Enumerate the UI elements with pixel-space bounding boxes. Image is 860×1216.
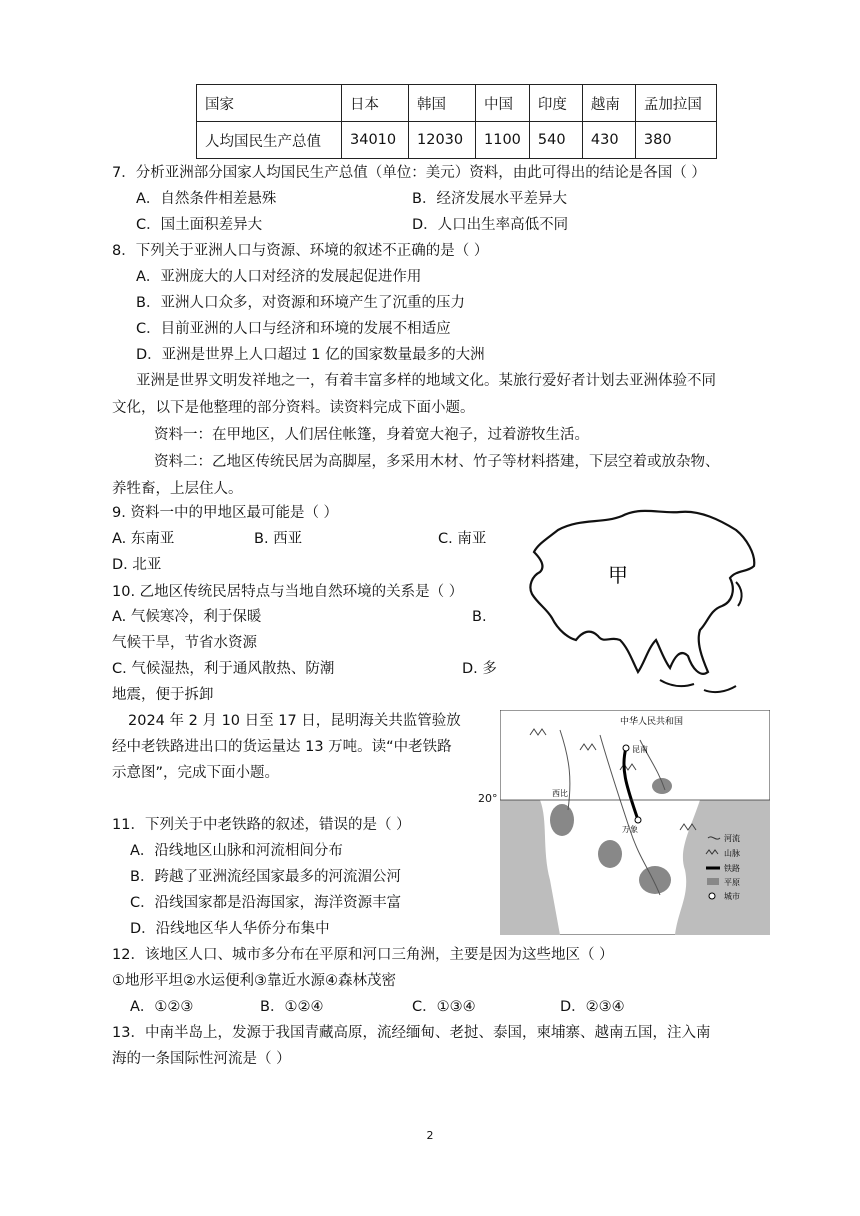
latitude-label: 20°	[478, 792, 498, 805]
table-cell: 380	[635, 122, 716, 159]
table-cell: 人均国民生产总值	[197, 122, 342, 159]
plain-area	[652, 778, 672, 794]
option-text: D. 多	[462, 661, 497, 677]
passage-text: 文化，以下是他整理的部分资料。读资料完成下面小题。	[112, 400, 475, 416]
option-text: D．人口出生率高低不同	[412, 217, 569, 233]
question-7: 7．分析亚洲部分国家人均国民生产总值（单位：美元）资料，由此可得出的结论是各国（ ）	[112, 165, 706, 181]
passage-text: 2024 年 2 月 10 日至 17 日，昆明海关共监管验放	[128, 713, 461, 729]
option-text: C. 气候湿热，利于通风散热、防潮	[112, 661, 335, 677]
legend-plain-icon	[707, 878, 719, 885]
option-text: A．亚洲庞大的人口对经济的发展起促进作用	[136, 269, 422, 285]
option-text: B．①②④	[260, 999, 324, 1015]
table-cell: 越南	[582, 85, 635, 122]
table-cell: 孟加拉国	[635, 85, 716, 122]
option-text: D. 北亚	[112, 557, 162, 573]
option-text: C．国土面积差异大	[136, 217, 263, 233]
page-number: 2	[426, 1129, 434, 1142]
table-cell: 印度	[529, 85, 582, 122]
option-text: B. 西亚	[254, 531, 303, 547]
place-label: 西比	[552, 789, 568, 798]
option-text: B．亚洲人口众多，对资源和环境产生了沉重的压力	[136, 295, 465, 311]
passage-text: 养牲畜，上层住人。	[112, 481, 243, 497]
table-cell: 430	[582, 122, 635, 159]
option-text: D．亚洲是世界上人口超过 1 亿的国家数量最多的大洲	[136, 347, 485, 363]
question-12: 12．该地区人口、城市多分布在平原和河口三角洲，主要是因为这些地区（ ）	[112, 947, 614, 963]
question-10: 10. 乙地区传统民居特点与当地自然环境的关系是（ ）	[112, 584, 464, 600]
legend-city-icon	[709, 893, 715, 899]
china-laos-railway-map	[500, 710, 770, 935]
option-text: A．沿线地区山脉和河流相间分布	[130, 843, 343, 859]
city-marker	[635, 817, 641, 823]
legend-label: 城市	[724, 892, 740, 901]
table-cell: 国家	[197, 85, 342, 122]
question-8: 8．下列关于亚洲人口与资源、环境的叙述不正确的是（ ）	[112, 243, 489, 259]
table-cell: 12030	[409, 122, 476, 159]
gnp-table	[196, 84, 717, 159]
question-11: 11．下列关于中老铁路的叙述，错误的是（ ）	[112, 817, 411, 833]
option-text: B.	[472, 609, 487, 625]
table-cell: 540	[529, 122, 582, 159]
option-text: C. 南亚	[438, 531, 487, 547]
statement-list: ①地形平坦②水运便利③靠近水源④森林茂密	[112, 973, 396, 989]
option-text: B．跨越了亚洲流经国家最多的河流湄公河	[130, 869, 401, 885]
island-outline	[660, 680, 736, 692]
passage-text: 示意图”，完成下面小题。	[112, 765, 280, 781]
plain-area	[550, 804, 574, 836]
city-label: 昆南	[632, 745, 648, 754]
asia-outline-map	[510, 490, 760, 700]
legend-label: 河流	[724, 834, 740, 843]
question-9: 9. 资料一中的甲地区最可能是（ ）	[112, 505, 339, 521]
passage-text: 资料一：在甲地区，人们居住帐篷，身着宽大袍子，过着游牧生活。	[154, 427, 589, 443]
table-cell: 韩国	[409, 85, 476, 122]
option-text: A．自然条件相差悬殊	[136, 191, 277, 207]
table-header-row	[197, 85, 717, 122]
option-text: C．目前亚洲的人口与经济和环境的发展不相适应	[136, 321, 451, 337]
passage-text: 亚洲是世界文明发祥地之一，有着丰富多样的地域文化。某旅行爱好者计划去亚洲体验不同	[136, 373, 716, 389]
asia-outline	[530, 511, 754, 674]
passage-text: 资料二：乙地区传统民居为高脚屋，多采用木材、竹子等材料搭建，下层空着或放杂物、	[154, 454, 720, 470]
table-row	[197, 122, 717, 159]
option-text: 气候干旱，节省水资源	[112, 635, 257, 651]
legend-label: 平原	[724, 878, 740, 887]
table-cell: 34010	[342, 122, 409, 159]
city-marker	[623, 745, 629, 751]
table-cell: 1100	[476, 122, 530, 159]
map-title: 中华人民共和国	[620, 717, 684, 727]
passage-text: 经中老铁路进出口的货运量达 13 万吨。读“中老铁路	[112, 739, 452, 755]
option-text: C．①③④	[412, 999, 476, 1015]
question-13-cont: 海的一条国际性河流是（ ）	[112, 1051, 291, 1067]
option-text: D．沿线地区华人华侨分布集中	[130, 921, 330, 937]
legend-label: 铁路	[724, 864, 740, 873]
option-text: A. 东南亚	[112, 531, 175, 547]
option-text: B．经济发展水平差异大	[412, 191, 567, 207]
question-13: 13．中南半岛上，发源于我国青藏高原，流经缅甸、老挝、泰国，柬埔寨、越南五国，注入南	[112, 1025, 711, 1041]
plain-area	[598, 840, 622, 868]
option-text: A．①②③	[130, 999, 194, 1015]
city-label: 万象	[622, 825, 638, 834]
option-text: D．②③④	[560, 999, 625, 1015]
option-text: 地震，便于拆卸	[112, 687, 214, 703]
option-text: A. 气候寒冷，利于保暖	[112, 609, 262, 625]
plain-area	[639, 866, 671, 894]
table-cell: 中国	[476, 85, 530, 122]
japan-outline	[736, 582, 742, 606]
region-label-jia: 甲	[608, 563, 628, 587]
legend-label: 山脉	[724, 849, 740, 858]
option-text: C．沿线国家都是沿海国家，海洋资源丰富	[130, 895, 402, 911]
table-cell: 日本	[342, 85, 409, 122]
